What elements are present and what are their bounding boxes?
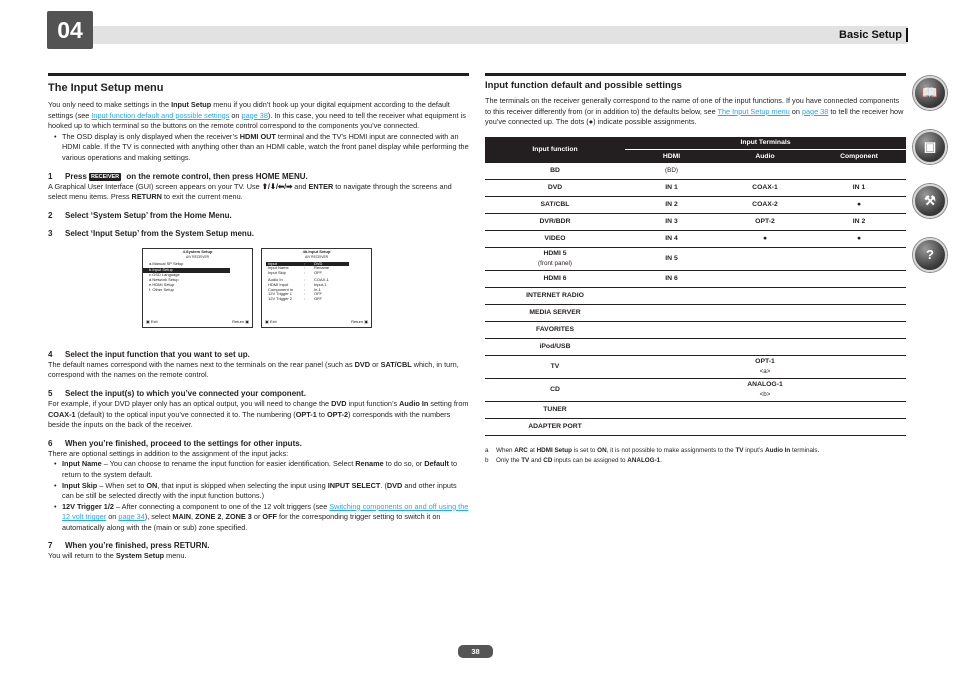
setting-row: Input Name : Rename bbox=[268, 265, 330, 271]
cell-component bbox=[812, 248, 906, 271]
link-input-function-defaults[interactable]: Input function default and possible settings bbox=[91, 110, 230, 120]
table-row bbox=[485, 402, 906, 419]
link-page-38[interactable]: page 38 bbox=[241, 110, 268, 120]
header-hdmi: HDMI bbox=[625, 150, 718, 163]
cell-hdmi: IN 6 bbox=[625, 271, 718, 288]
left-column bbox=[48, 73, 469, 562]
setting-row: Audio In : COAX-1 bbox=[268, 276, 329, 282]
link-input-setup-menu[interactable]: The Input Setup menu bbox=[717, 106, 790, 116]
cell-input-function: MEDIA SERVER bbox=[485, 305, 625, 322]
bullet-12v-trigger: • 12V Trigger 1/2 – After connecting a component to one of the 12 volt triggers (see Switching components on and off using the 12 volt trigger on page 34), select MAIN, ZONE 2, ZONE 3 or OFF for the corresponding trigger setting to switch it on automatically along with the (main or sub) zone specified. bbox=[48, 502, 469, 534]
chapter-number: 04 bbox=[47, 11, 93, 49]
input-setup-screen: 4b.Input Setup A/V RECEIVER Input : DVD Input Name : Rename Input Skip : OFF Audio In : COAX-1 HDMI Input : Input-1 Component In : In-1 12V Trigger 1 : OFF 12V Trigger 2 : OFF ▣ Exit Return ▣ bbox=[261, 248, 372, 328]
tools-icon[interactable]: ⚒ bbox=[913, 184, 947, 218]
link-page-34[interactable]: page 34 bbox=[118, 512, 145, 522]
bullet-input-skip: • Input Skip – When set to ON, that input is skipped when selecting the input using INPUT SELECT. (DVD and other inputs can be still be selected directly with the input function buttons.) bbox=[48, 481, 469, 502]
menu-item-selected: b.Input Setup bbox=[143, 268, 230, 273]
cell-input-function: HDMI 5 (front panel) bbox=[485, 248, 625, 271]
cell-hdmi bbox=[625, 419, 718, 436]
cell-input-function: CD bbox=[485, 379, 625, 402]
cell-input-function: HDMI 6 bbox=[485, 271, 625, 288]
table-row bbox=[485, 339, 906, 356]
cell-hdmi bbox=[625, 402, 718, 419]
setting-row: 12V Trigger 2 : OFF bbox=[268, 296, 322, 302]
step-2: 2 Select ‘System Setup’ from the Home Menu. bbox=[48, 210, 232, 220]
footnotes bbox=[485, 446, 906, 466]
setting-row: HDMI Input : Input-1 bbox=[268, 281, 327, 287]
cell-input-function: TV bbox=[485, 356, 625, 379]
cell-input-function: iPod/USB bbox=[485, 339, 625, 356]
setting-row: Input Skip : OFF bbox=[268, 270, 322, 276]
cell-component bbox=[812, 379, 906, 402]
receiver-button-icon: RECEIVER bbox=[91, 173, 120, 180]
arrow-keys-icon: ⬆/⬇/⬅/➡ bbox=[261, 181, 293, 191]
cell-hdmi bbox=[625, 356, 718, 379]
step-1-text: A Graphical User Interface (GUI) screen appears on your TV. Use ⬆/⬇/⬅/➡ and ENTER to navigate through the screens and select menu items. Press RETURN to exit the current menu. bbox=[48, 181, 452, 202]
cell-audio: ● bbox=[718, 231, 812, 248]
table-row bbox=[485, 163, 906, 180]
cell-audio: COAX-1 bbox=[718, 180, 812, 197]
header-bar bbox=[93, 26, 908, 44]
step-4: 4 Select the input function that you want to set up. bbox=[48, 349, 250, 359]
table-row bbox=[485, 356, 906, 379]
cell-audio bbox=[718, 271, 812, 288]
table-intro: The terminals on the receiver generally correspond to the name of one of the input functions. If you have connected components to this receiver differently from (or in addition to) the defaults below, see The Input Setup menu on page 38 to tell the receiver how you’ve connected up. The dots (●) indicate possible assignments. bbox=[485, 96, 904, 127]
faq-icon[interactable]: ? bbox=[913, 238, 947, 272]
menu-item: c.OSD Language bbox=[149, 272, 180, 278]
header-audio: Audio bbox=[718, 150, 812, 163]
cell-input-function: BD bbox=[485, 163, 625, 180]
cell-input-function: INTERNET RADIO bbox=[485, 288, 625, 305]
header-input-terminals: Input Terminals bbox=[625, 137, 906, 150]
cell-audio bbox=[718, 163, 812, 180]
cell-hdmi bbox=[625, 379, 718, 402]
cell-hdmi bbox=[625, 305, 718, 322]
footnote-a: a When ARC at HDMI Setup is set to ON, it is not possible to make assignments to the TV input’s Audio In terminals. bbox=[485, 447, 820, 455]
cell-hdmi: IN 5 bbox=[625, 248, 718, 271]
cell-input-function: DVR/BDR bbox=[485, 214, 625, 231]
exit-label: ▣ Exit bbox=[265, 318, 277, 324]
exit-label: ▣ Exit bbox=[146, 318, 158, 324]
cell-component bbox=[812, 339, 906, 356]
cell-hdmi: IN 1 bbox=[625, 180, 718, 197]
cell-audio: OPT-2 bbox=[718, 214, 812, 231]
cell-component bbox=[812, 419, 906, 436]
receiver-icon[interactable]: ▣ bbox=[913, 130, 947, 164]
bullet-input-name: • Input Name – You can choose to rename the input function for easier identification. Select Rename to do so, or Default to return to the system default. bbox=[48, 459, 469, 480]
table-row bbox=[485, 322, 906, 339]
title-rule bbox=[485, 73, 906, 76]
cell-input-function: TUNER bbox=[485, 402, 625, 419]
dot-icon: ● bbox=[588, 117, 594, 127]
table-section-title: Input function default and possible settings bbox=[485, 80, 682, 91]
step-7-text: You will return to the System Setup menu. bbox=[48, 551, 187, 561]
table-row bbox=[485, 288, 906, 305]
cell-audio bbox=[718, 288, 812, 305]
page-number: 38 bbox=[458, 645, 493, 658]
cell-input-function: VIDEO bbox=[485, 231, 625, 248]
table-row bbox=[485, 180, 906, 197]
table-row bbox=[485, 231, 906, 248]
link-page-38[interactable]: page 38 bbox=[801, 106, 829, 116]
cell-audio bbox=[718, 339, 812, 356]
page-title: The Input Setup menu bbox=[48, 82, 164, 94]
setting-row: 12V Trigger 1 : OFF bbox=[268, 291, 322, 297]
intro-paragraph: You only need to make settings in the Input Setup menu if you didn’t hook up your digital equipment according to the default settings (see Input function default and possible settings on page 38). In this case, you need to tell the receiver what equipment is hooked up to which terminal so the buttons on the remote control correspond to the components you’ve connected. bbox=[48, 100, 466, 131]
link-12v-trigger[interactable]: Switching components on and off using the 12 volt trigger bbox=[62, 501, 469, 522]
cell-hdmi: (BD) bbox=[625, 163, 718, 180]
footnote-b: b Only the TV and CD inputs can be assigned to ANALOG-1. bbox=[485, 457, 662, 465]
step-6-text: There are optional settings in addition to the assignment of the input jacks: bbox=[48, 448, 289, 458]
table-row bbox=[485, 419, 906, 436]
menu-item: d.Network Setup bbox=[149, 276, 179, 282]
table-row bbox=[485, 305, 906, 322]
cell-component bbox=[812, 288, 906, 305]
cell-component bbox=[812, 356, 906, 379]
cell-audio bbox=[718, 248, 812, 271]
cell-hdmi: IN 3 bbox=[625, 214, 718, 231]
cell-audio: OPT-1 <a> bbox=[718, 356, 812, 379]
header-component: Component bbox=[812, 150, 906, 163]
cell-hdmi bbox=[625, 339, 718, 356]
step-1: 1 Press RECEIVER on the remote control, then press HOME MENU. bbox=[48, 171, 308, 181]
cell-component: ● bbox=[812, 197, 906, 214]
cell-input-function: SAT/CBL bbox=[485, 197, 625, 214]
step-5: 5 Select the input(s) to which you’ve connected your component. bbox=[48, 388, 306, 398]
cell-input-function: DVD bbox=[485, 180, 625, 197]
cell-audio: ANALOG-1 <b> bbox=[718, 379, 812, 402]
right-column bbox=[485, 73, 906, 466]
cell-component bbox=[812, 402, 906, 419]
cell-component: IN 1 bbox=[812, 180, 906, 197]
step-7: 7 When you’re finished, press RETURN. bbox=[48, 541, 210, 551]
table-row bbox=[485, 379, 906, 402]
table-row bbox=[485, 197, 906, 214]
section-title: Basic Setup bbox=[839, 29, 902, 41]
title-rule bbox=[48, 73, 469, 76]
cell-component bbox=[812, 322, 906, 339]
cell-component: IN 2 bbox=[812, 214, 906, 231]
cell-hdmi: IN 4 bbox=[625, 231, 718, 248]
menu-item: e.HDMI Setup bbox=[149, 281, 175, 287]
table-row bbox=[485, 271, 906, 288]
cell-hdmi bbox=[625, 322, 718, 339]
cell-audio bbox=[718, 419, 812, 436]
setting-row-selected: Input : DVD bbox=[266, 262, 349, 267]
table-row bbox=[485, 248, 906, 271]
menu-item: a.Manual SP Setup bbox=[149, 260, 184, 266]
cell-input-function: FAVORITES bbox=[485, 322, 625, 339]
system-setup-screen: 4.System Setup A/V RECEIVER a.Manual SP Setup b.Input Setup c.OSD Language d.Network Setup e.HDMI Setup f. Other Setup ▣ Exit Return ▣ bbox=[142, 248, 253, 328]
cell-audio bbox=[718, 402, 812, 419]
gui-screens bbox=[48, 243, 469, 343]
cell-component: ● bbox=[812, 231, 906, 248]
cell-component bbox=[812, 305, 906, 322]
cell-audio: COAX-2 bbox=[718, 197, 812, 214]
header-input-function: Input function bbox=[485, 137, 625, 163]
return-label: Return ▣ bbox=[232, 318, 249, 324]
cell-audio bbox=[718, 322, 812, 339]
table-row bbox=[485, 214, 906, 231]
step-4-text: The default names correspond with the names next to the terminals on the rear panel (such as DVD or SAT/CBL which, in turn, correspond with the names on the remote control. bbox=[48, 359, 459, 380]
book-icon[interactable]: 📖 bbox=[913, 76, 947, 110]
menu-item: f. Other Setup bbox=[149, 286, 174, 292]
cell-input-function: ADAPTER PORT bbox=[485, 419, 625, 436]
step-6: 6 When you’re finished, proceed to the settings for other inputs. bbox=[48, 438, 302, 448]
step-3: 3 Select ‘Input Setup’ from the System Setup menu. bbox=[48, 228, 254, 238]
return-label: Return ▣ bbox=[351, 318, 368, 324]
input-terminals-table bbox=[485, 137, 906, 437]
cell-audio bbox=[718, 305, 812, 322]
cell-hdmi: IN 2 bbox=[625, 197, 718, 214]
cell-hdmi bbox=[625, 288, 718, 305]
cell-component bbox=[812, 271, 906, 288]
cell-component bbox=[812, 163, 906, 180]
osd-note: • The OSD display is only displayed when the receiver’s HDMI OUT terminal and the TV’s HDMI input are connected with an HDMI cable. If the TV is connected with anything other than an HDMI cable, watch the front panel display while performing the various operations and making settings. bbox=[48, 132, 469, 164]
step-5-text: For example, if your DVD player only has an optical output, you will need to change the DVD input function’s Audio In setting from COAX-1 (default) to the optical input you’ve connected it to. The numbering (OPT-1 to OPT-2) corresponds with the numbers beside the inputs on the back of the receiver. bbox=[48, 398, 469, 430]
setting-row: Component In : In-1 bbox=[268, 286, 321, 292]
